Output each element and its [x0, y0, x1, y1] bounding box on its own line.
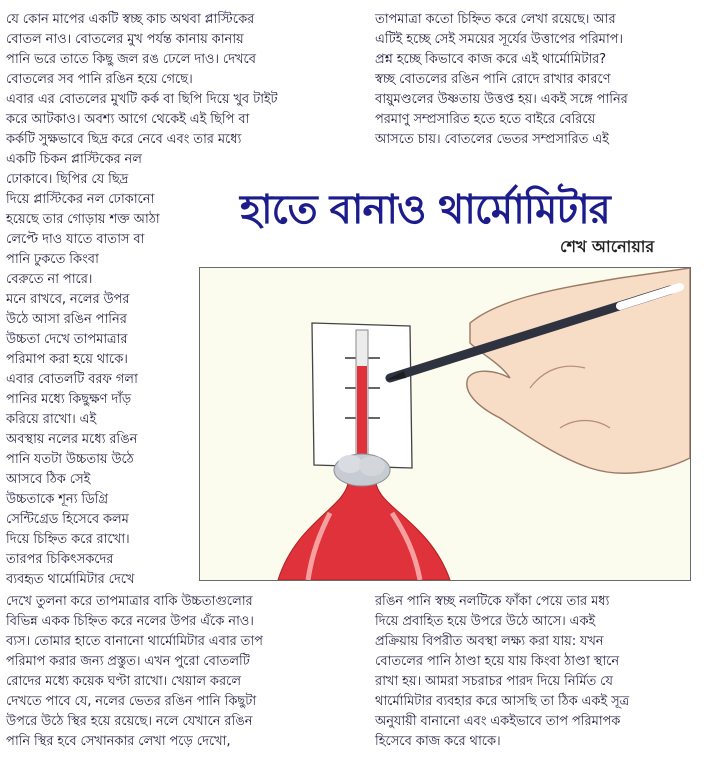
text-line: উচ্চতা দেখে তাপমাত্রার	[6, 332, 128, 347]
text-line: অনুযায়ী বানানো এবং একইভাবে তাপ পরিমাপক	[375, 714, 621, 729]
text-line: পরমাণু সম্প্রসারিত হতে হতে বাইরে বেরিয়ে	[375, 112, 596, 127]
text-line: প্রক্রিয়ায় বিপরীত অবস্থা লক্ষ্য করা যায়: যখন	[375, 634, 604, 649]
text-line: করিয়ে রাখো। এই	[6, 412, 97, 427]
text-line: বেরুতে না পারে।	[6, 272, 93, 287]
text-line: মনে রাখবে, নলের উপর	[6, 292, 130, 307]
text-line: স্বচ্ছ বোতলের রঙিন পানি রোদে রাখার কারণে	[375, 72, 611, 87]
text-line: এবার বোতলটি বরফ গলা	[6, 372, 138, 387]
text-line: রোদের মধ্যে কয়েক ঘণ্টা রাখো। খেয়াল করলে	[6, 674, 241, 689]
text-line: প্রশ্ন হচ্ছে কিভাবে কাজ করে এই থার্মোমিটার?	[375, 52, 606, 67]
text-line: ব্যবহৃত থার্মোমিটার দেখে	[6, 572, 135, 587]
text-line: বোতলের সব পানি রঙিন হয়ে গেছে।	[6, 72, 193, 87]
text-line: লেপ্টে দাও যাতে বাতাস বা	[6, 232, 145, 247]
text-line: উঠে আসা রঙিন পানির	[6, 312, 127, 327]
text-line: পানি যতটা উচ্চতায় উঠে	[6, 452, 134, 467]
text-line: হয়েছে তার গোড়ায় শক্ত আঠা	[6, 212, 160, 227]
text-line: অবস্থায় নলের মধ্যে রঙিন	[6, 432, 138, 447]
article-title: হাতে বানাও থার্মোমিটার	[240, 187, 610, 233]
text-line: আসতে চায়। বোতলের ভেতর সম্প্রসারিত এই	[375, 132, 609, 147]
text-line: রাখা হয়। আমরা সচরাচর পারদ দিয়ে নির্মিত যে	[375, 674, 613, 689]
text-line: দেখতে পাবে যে, নলের ভেতর রঙিন পানি কিছুটা	[6, 694, 256, 709]
text-line: রঙিন পানি স্বচ্ছ নলটিকে ফাঁকা পেয়ে তার মধ্য	[375, 594, 610, 609]
text-line: করে আটকাও। অবশ্য আগে থেকেই এই ছিপি বা	[6, 112, 250, 127]
text-line: পরিমাপ করা হয়ে থাকে।	[6, 352, 128, 367]
text-line: এবার এর বোতলের মুখটি কর্ক বা ছিপি দিয়ে খুব টাইট	[6, 92, 278, 107]
text-line: সেন্টিগ্রেড হিসেবে কলম	[6, 512, 129, 527]
text-line: তাপমাত্রা কতো চিহ্নিত করে লেখা রয়েছে। আর	[375, 12, 616, 27]
text-line: পানির মধ্যে কিছুক্ষণ দাঁড়	[6, 392, 132, 407]
text-line: হিসেবে কাজ করে থাকে।	[375, 734, 501, 749]
text-line: উচ্চতাকে শূন্য ডিগ্রি	[6, 492, 109, 507]
text-line: ঢোকাবে। ছিপির যে ছিদ্র	[6, 172, 129, 187]
text-line: বায়ুমণ্ডলের উষ্ণতায় উত্তপ্ত হয়। একই সঙ্গে পানির	[375, 92, 628, 107]
text-line: তারপর চিকিৎসকদের	[6, 552, 114, 567]
thermometer-illustration	[199, 267, 691, 581]
text-line: পরিমাপ করার জন্য প্রস্তুত। এখন পুরো বোতলটি	[6, 654, 250, 669]
text-line: ব্যস। তোমার হাতে বানানো থার্মোমিটার এবার তাপ	[6, 634, 263, 649]
text-line: বোতলের পানি ঠাণ্ডা হয়ে যায় কিংবা ঠাণ্ডা স্থানে	[375, 654, 620, 669]
author-byline: শেখ আনোয়ার	[560, 237, 655, 256]
text-line: বিভিন্ন একক চিহ্নিত করে নলের উপর এঁকে নাও।	[6, 614, 254, 629]
text-line: আসবে ঠিক সেই	[6, 472, 91, 487]
text-line: যে কোন মাপের একটি স্বচ্ছ কাচ অথবা প্লাস্টিকের	[6, 12, 255, 27]
text-line: এটিই হচ্ছে সেই সময়ের সূর্যের উত্তাপের পরিমাপ।	[375, 32, 623, 47]
text-line: দেখে তুলনা করে তাপমাত্রার বাকি উচ্চতাগুলোর	[6, 594, 253, 609]
text-line: দিয়ে চিহ্নিত করে রাখো।	[6, 532, 130, 547]
tube-liquid	[357, 366, 367, 464]
text-line: কর্কটি সুক্ষভাবে ছিদ্র করে নেবে এবং তার মধ্যে	[6, 132, 242, 147]
text-line: থার্মোমিটার ব্যবহার করে আসছি তা ঠিক একই সূত্র	[375, 694, 630, 709]
text-line: উপরে উঠে স্থির হয়ে রয়েছে। নলে যেখানে রঙিন	[6, 714, 253, 729]
text-line: দিয়ে প্লাস্টিকের নল ঢোকানো	[6, 192, 155, 207]
text-line: পানি ভরে তাতে কিছু জল রঙ ঢেলে দাও। দেখবে	[6, 52, 256, 67]
text-line: একটি চিকন প্লাস্টিকের নল	[6, 152, 142, 167]
text-line: পানি ঢুকতে কিংবা	[6, 252, 99, 267]
illustration-svg	[200, 268, 690, 580]
text-line: পানি স্থির হবে সেখানকার লেখা পড়ে দেখো,	[6, 734, 231, 749]
text-line: বোতল নাও। বোতলের মুখ পর্যন্ত কানায় কানায়	[6, 32, 244, 47]
text-line: দিয়ে প্রবাহিত হয়ে উপরে উঠে আসে। একই	[375, 614, 596, 629]
